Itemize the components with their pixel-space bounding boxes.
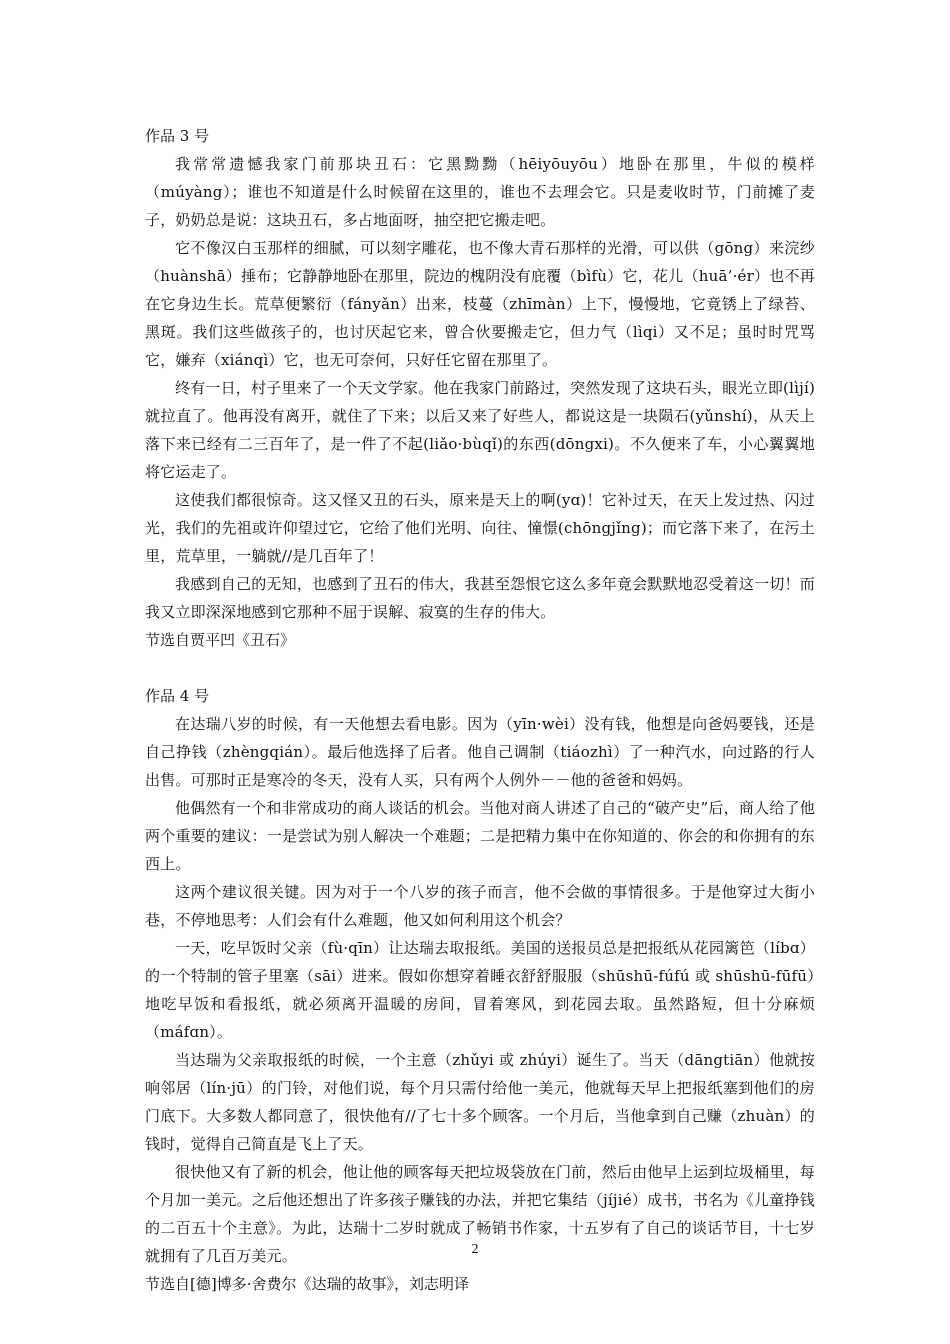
work-4-section xyxy=(145,682,815,1298)
work-3-paragraph-5: 我感到自己的无知，也感到了丑石的伟大，我甚至怨恨它这么多年竟会默默地忍受着这一切！而我又立即深深地感到它那种不屈于误解、寂寞的生存的伟大。 xyxy=(145,575,815,621)
work-3-paragraph-1: 我常常遗憾我家门前那块丑石：它黑黝黝（hēiyōuyōu）地卧在那里，牛似的模样（múyàng）；谁也不知道是什么时候留在这里的，谁也不去理会它。只是麦收时节，门前摊了麦子，奶奶总是说：这块丑石，多占地面呀，抽空把它搬走吧。 xyxy=(145,155,815,229)
work-3-title: 作品 3 号 xyxy=(145,127,210,145)
work-3-section xyxy=(145,122,815,654)
section-spacer xyxy=(145,654,815,682)
work-3-paragraph-4: 这使我们都很惊奇。这又怪又丑的石头，原来是天上的啊(yɑ)！它补过天，在天上发过热、闪过光，我们的先祖或许仰望过它，它给了他们光明、向往、憧憬(chōngjǐng)；而它落下来了，在污土里，荒草里，一躺就//是几百年了！ xyxy=(145,491,815,565)
work-4-paragraph-4: 一天，吃早饭时父亲（fù·qīn）让达瑞去取报纸。美国的送报员总是把报纸从花园篱笆（líbɑ）的一个特制的管子里塞（sāi）进来。假如你想穿着睡衣舒舒服服（shūshū-fúfú 或 shūshū-fūfū）地吃早饭和看报纸，就必须离开温暖的房间，冒着寒风，到花园去取。虽然路短，但十分麻烦（máfɑn）。 xyxy=(145,939,815,1041)
document-page xyxy=(145,122,815,1298)
work-3-paragraph-2: 它不像汉白玉那样的细腻，可以刻字雕花，也不像大青石那样的光滑，可以供（gōng）来浣纱（huànshā）捶布；它静静地卧在那里，院边的槐阴没有庇覆（bìfù）它，花儿（huā’·ér）也不再在它身边生长。荒草便繁衍（fányǎn）出来，枝蔓（zhīmàn）上下，慢慢地，它竟锈上了绿苔、黑斑。我们这些做孩子的，也讨厌起它来，曾合伙要搬走它，但力气（lìqi）又不足；虽时时咒骂它，嫌弃（xiánqì）它，也无可奈何，只好任它留在那里了。 xyxy=(145,239,815,369)
work-4-paragraph-6: 很快他又有了新的机会，他让他的顾客每天把垃圾袋放在门前，然后由他早上运到垃圾桶里，每个月加一美元。之后他还想出了许多孩子赚钱的办法，并把它集结（jíjié）成书，书名为《儿童挣钱的二百五十个主意》。为此，达瑞十二岁时就成了畅销书作家，十五岁有了自己的谈话节目，十七岁就拥有了几百万美元。 xyxy=(145,1163,815,1265)
work-4-paragraph-1: 在达瑞八岁的时候，有一天他想去看电影。因为（yīn·wèi）没有钱，他想是向爸妈要钱，还是自己挣钱（zhèngqián）。最后他选择了后者。他自己调制（tiáozhì）了一种汽水，向过路的行人出售。可那时正是寒冷的冬天，没有人买，只有两个人例外－－他的爸爸和妈妈。 xyxy=(145,715,815,789)
work-4-paragraph-5: 当达瑞为父亲取报纸的时候，一个主意（zhǔyi 或 zhúyi）诞生了。当天（dāngtiān）他就按响邻居（lín·jū）的门铃，对他们说，每个月只需付给他一美元，他就每天早上把报纸塞到他们的房门底下。大多数人都同意了，很快他有//了七十多个顾客。一个月后，当他拿到自己赚（zhuàn）的钱时，觉得自己简直是飞上了天。 xyxy=(145,1051,815,1153)
work-3-source: 节选自贾平凹《丑石》 xyxy=(145,631,296,649)
work-4-paragraph-3: 这两个建议很关键。因为对于一个八岁的孩子而言，他不会做的事情很多。于是他穿过大街小巷，不停地思考：人们会有什么难题，他又如何利用这个机会？ xyxy=(145,883,815,929)
work-4-paragraph-2: 他偶然有一个和非常成功的商人谈话的机会。当他对商人讲述了自己的“破产史”后，商人给了他两个重要的建议：一是尝试为别人解决一个难题；二是把精力集中在你知道的、你会的和你拥有的东西上。 xyxy=(145,799,815,873)
work-4-source: 节选自[德]博多·舍费尔《达瑞的故事》，刘志明译 xyxy=(145,1275,469,1293)
page-number: 2 xyxy=(471,1242,479,1257)
work-3-paragraph-3: 终有一日，村子里来了一个天文学家。他在我家门前路过，突然发现了这块石头，眼光立即(lìjí)就拉直了。他再没有离开，就住了下来；以后又来了好些人，都说这是一块陨石(yǔnshí)，从天上落下来已经有二三百年了，是一件了不起(liǎo·bùqǐ)的东西(dōngxi)。不久便来了车，小心翼翼地将它运走了。 xyxy=(145,379,815,481)
work-4-title: 作品 4 号 xyxy=(145,687,210,705)
